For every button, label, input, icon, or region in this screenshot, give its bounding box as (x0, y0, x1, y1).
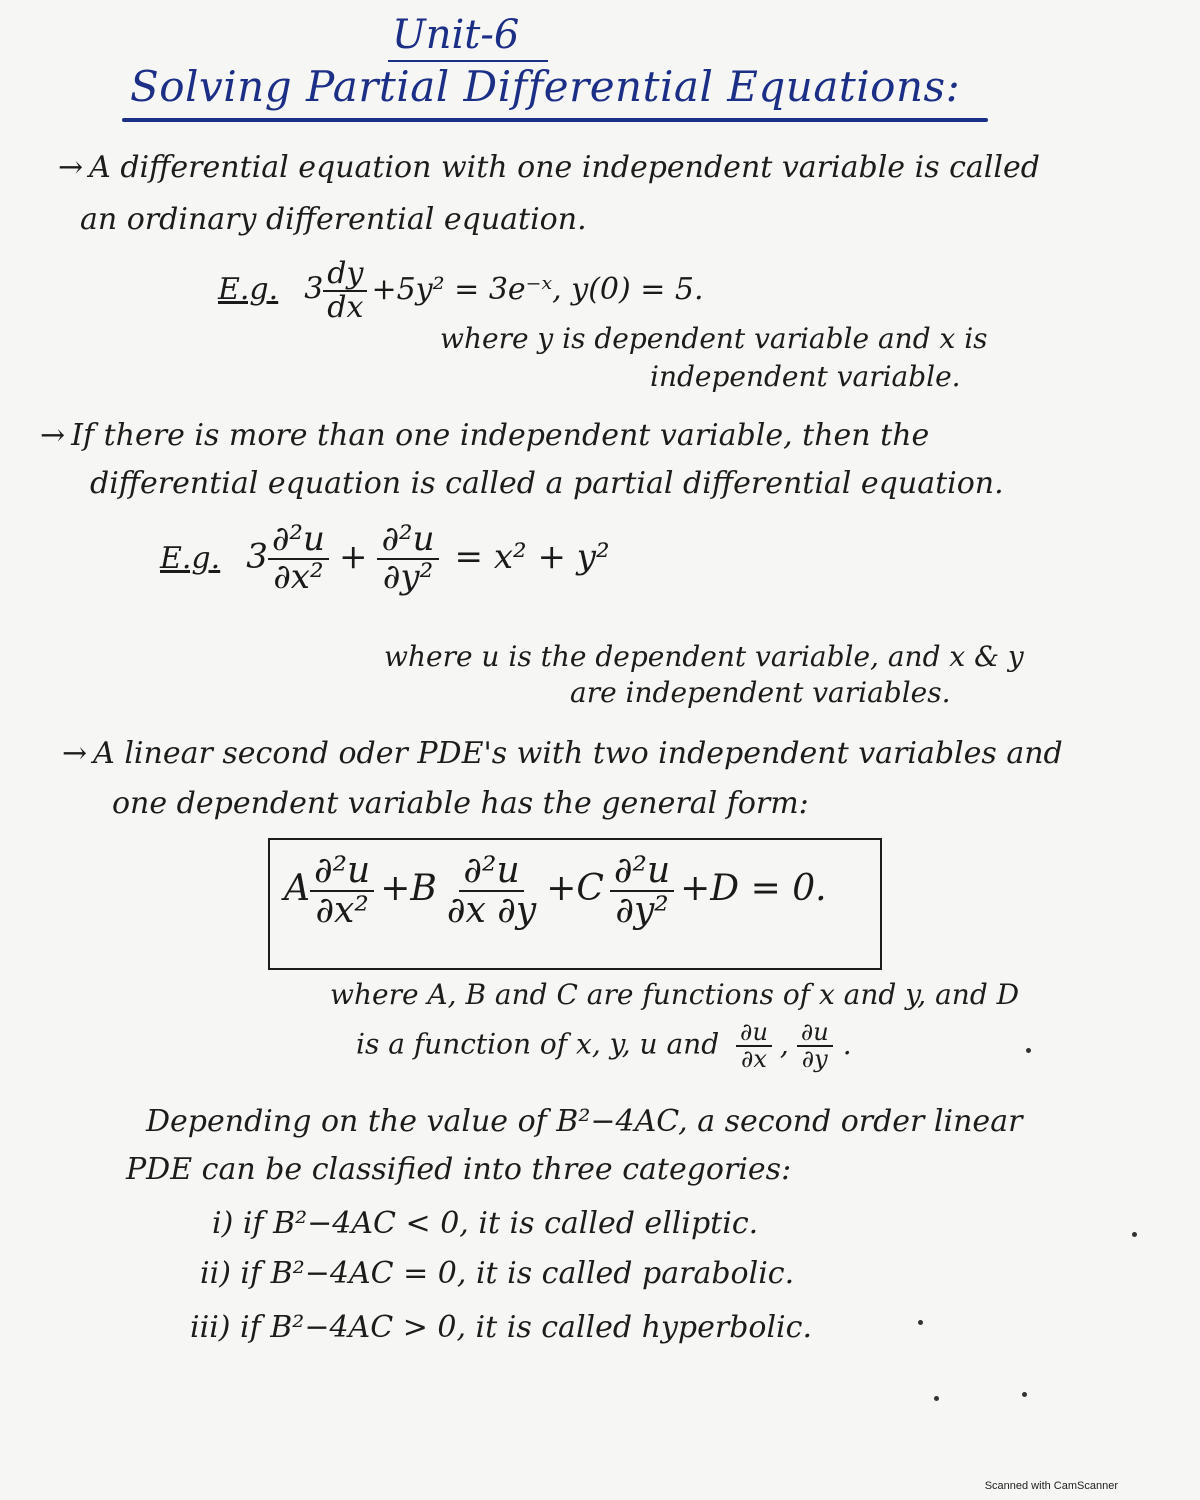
para1-line1 (58, 150, 1040, 185)
para4-line1: Depending on the value of B²−4AC, a second order linear (146, 1104, 1023, 1139)
pde-fraction-y (377, 519, 438, 597)
general-fraction-xy (443, 852, 540, 930)
pde-fraction-x-num: ∂²u (268, 522, 329, 560)
ode-coef: 3 (304, 271, 324, 307)
pde-fraction-y-den: ∂y² (382, 556, 434, 597)
pde-fraction-x-den: ∂x² (273, 556, 324, 597)
title-underline (122, 118, 988, 122)
coef-d: +D = 0. (680, 867, 827, 909)
general-fraction-xy-den: ∂x ∂y (446, 889, 537, 931)
pde-rhs: = x² + y² (454, 536, 610, 577)
general-fraction-xx (310, 852, 374, 930)
du-dy-fraction (797, 1020, 833, 1072)
scan-speck (1026, 1048, 1031, 1053)
para4-line2: PDE can be classified into three categories: (126, 1152, 792, 1187)
scan-speck (1022, 1392, 1027, 1397)
note2-end: . (842, 1027, 852, 1061)
para3-note2-text: is a function of x, y, u and (356, 1027, 720, 1061)
scan-speck (1132, 1232, 1137, 1237)
note2-separator: , (779, 1027, 789, 1061)
para2-line2: differential equation is called a partial differential equation. (90, 466, 1004, 501)
du-dy-den: ∂y (801, 1045, 828, 1074)
general-fraction-yy-den: ∂y² (615, 889, 669, 931)
ode-fraction-den: dx (327, 289, 364, 325)
pde-coef: 3 (246, 536, 268, 577)
du-dy-num: ∂u (797, 1020, 833, 1047)
arrow-right-icon: → (58, 150, 84, 185)
para1-line1-text: A differential equation with one independent variable is called (89, 150, 1040, 185)
para1-note2: independent variable. (650, 360, 961, 393)
para3-line1 (62, 736, 1063, 771)
general-fraction-yy (610, 852, 674, 930)
general-fraction-xy-num: ∂²u (459, 852, 523, 892)
arrow-right-icon: → (62, 736, 88, 771)
para3-note2 (356, 1020, 852, 1072)
para1-line2: an ordinary differential equation. (80, 202, 587, 237)
para2-line1-text: If there is more than one independent variable, then the (71, 418, 930, 453)
scan-speck (934, 1396, 939, 1401)
para2-note2: are independent variables. (570, 676, 951, 709)
general-form-equation (284, 852, 827, 930)
pde-eg-label: E.g. (160, 540, 221, 576)
para3-note1: where A, B and C are functions of x and y, and D (330, 978, 1020, 1011)
para3-line2: one dependent variable has the general form: (112, 786, 809, 821)
para3-line1-text: A linear second oder PDE's with two independent variables and (93, 736, 1063, 771)
ode-fraction (323, 258, 367, 323)
ode-example (218, 258, 704, 323)
unit-heading: Unit-6 (392, 12, 520, 58)
ode-rest: +5y² = 3e⁻ˣ, y(0) = 5. (371, 271, 704, 307)
para2-line1 (40, 418, 929, 453)
category-elliptic: i) if B²−4AC < 0, it is called elliptic. (212, 1206, 759, 1241)
du-dx-fraction (736, 1020, 772, 1072)
coef-c: +C (546, 867, 604, 909)
coef-b: +B (380, 867, 437, 909)
arrow-right-icon: → (40, 418, 66, 453)
scan-speck (918, 1320, 923, 1325)
pde-fraction-y-num: ∂²u (377, 522, 438, 560)
du-dx-den: ∂x (740, 1045, 767, 1074)
ode-eg-label: E.g. (218, 271, 279, 307)
category-parabolic: ii) if B²−4AC = 0, it is called parabolic. (200, 1256, 795, 1291)
ode-fraction-num: dy (323, 258, 367, 292)
pde-plus: + (338, 536, 368, 577)
du-dx-num: ∂u (736, 1020, 772, 1047)
scanner-watermark: Scanned with CamScanner (984, 1480, 1118, 1492)
pde-fraction-x (268, 519, 329, 597)
para1-note1: where y is dependent variable and x is (440, 322, 988, 355)
general-fraction-xx-num: ∂²u (310, 852, 374, 892)
coef-a: A (284, 867, 310, 909)
general-fraction-xx-den: ∂x² (315, 889, 369, 931)
pde-example (160, 519, 610, 597)
page-title: Solving Partial Differential Equations: (130, 62, 961, 111)
category-hyperbolic: iii) if B²−4AC > 0, it is called hyperbolic. (190, 1310, 812, 1345)
general-fraction-yy-num: ∂²u (610, 852, 674, 892)
para2-note1: where u is the dependent variable, and x & y (384, 640, 1024, 673)
